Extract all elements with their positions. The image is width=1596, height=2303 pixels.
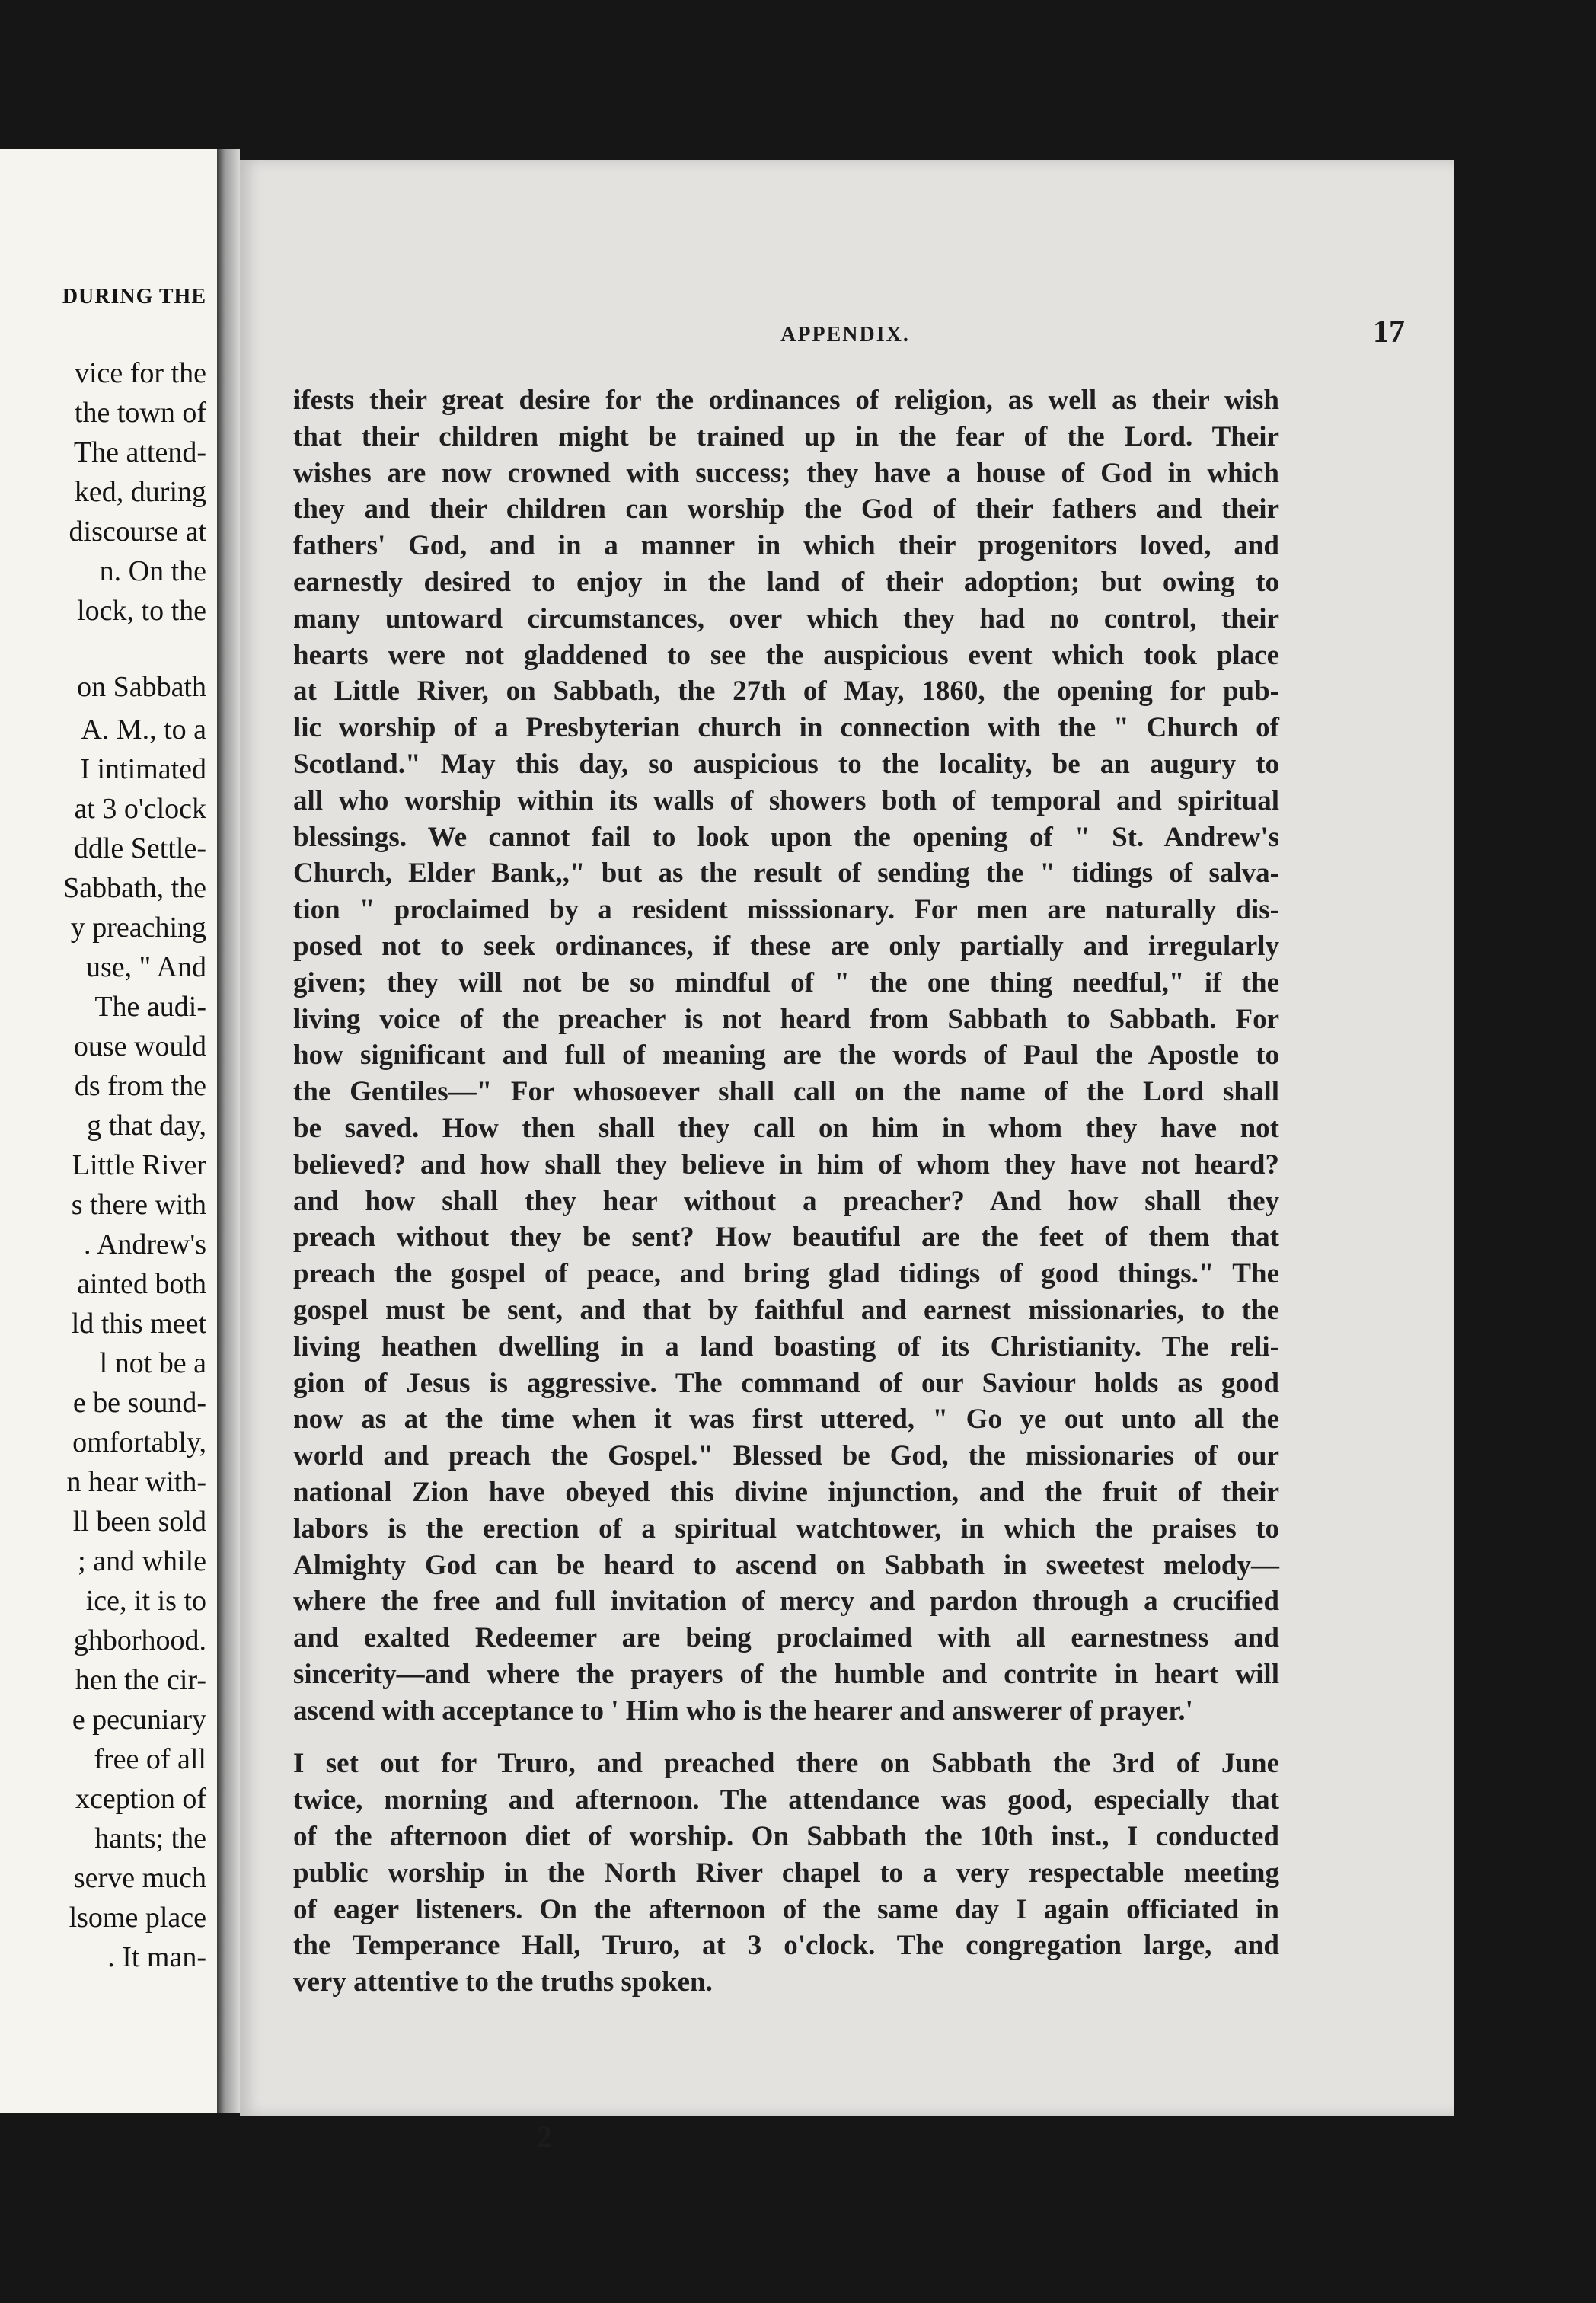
text-line: how significant and full of meaning are the words of Paul the Apostle to — [293, 1040, 1279, 1072]
text-line: national Zion have obeyed this divine injunction, and the fruit of their — [293, 1476, 1279, 1508]
facing-page-line: I intimated — [80, 753, 206, 785]
text-line: Church, Elder Bank,," but as the result of sending the " tidings of salva- — [293, 858, 1279, 890]
facing-page-line: . Andrew's — [84, 1228, 206, 1260]
facing-page-line: Little River — [72, 1149, 206, 1181]
facing-page-line: ghborhood. — [73, 1624, 206, 1656]
text-line: living voice of the preacher is not heard from Sabbath to Sabbath. For — [293, 1003, 1279, 1035]
facing-page-line: g that day, — [87, 1110, 206, 1142]
facing-page-line: lock, to the — [77, 595, 206, 627]
text-line: earnestly desired to enjoy in the land of their adoption; but owing to — [293, 566, 1279, 598]
facing-page-line: ll been sold — [72, 1506, 206, 1538]
page-header — [286, 315, 1405, 358]
facing-page-line: ddle Settle- — [73, 832, 206, 864]
text-line: ifests their great desire for the ordinances of religion, as well as their wish — [293, 385, 1279, 416]
text-line: sincerity—and where the prayers of the humble and contrite in heart will — [293, 1658, 1279, 1690]
text-line: Almighty God can be heard to ascend on Sabbath in sweetest melody— — [293, 1549, 1279, 1581]
paragraph-1 — [293, 382, 1279, 1729]
facing-page-line: discourse at — [69, 516, 206, 548]
facing-page-line: xception of — [75, 1783, 206, 1815]
text-line: preach without they be sent? How beautiful are the feet of them that — [293, 1222, 1279, 1254]
text-line: I set out for Truro, and preached there on Sabbath the 3rd of June — [293, 1748, 1279, 1780]
text-line: gospel must be sent, and that by faithful and earnest missionaries, to the — [293, 1294, 1279, 1326]
text-line: all who worship within its walls of showers both of temporal and spiritual — [293, 784, 1279, 816]
facing-page-line: hen the cir- — [75, 1664, 206, 1696]
text-line: believed? and how shall they believe in him of whom they have not heard? — [293, 1148, 1279, 1180]
text-line: and how shall they hear without a preacher? And how shall they — [293, 1185, 1279, 1217]
facing-page-line: The audi- — [94, 991, 206, 1023]
facing-page-line: e be sound- — [72, 1387, 206, 1419]
facing-page-line: on Sabbath — [77, 671, 206, 703]
facing-page-line: lsome place — [69, 1902, 206, 1934]
facing-page-line: ld this meet — [71, 1308, 206, 1340]
text-line: very attentive to the truths spoken. — [293, 1966, 713, 1998]
text-line: be saved. How then shall they call on him in whom they have not — [293, 1112, 1279, 1144]
facing-page-line: vice for the — [74, 357, 206, 389]
text-line: wishes are now crowned with success; they have a house of God in which — [293, 457, 1279, 489]
signature-mark: 2 — [537, 2119, 552, 2154]
text-line: lic worship of a Presbyterian church in connection with the " Church of — [293, 712, 1279, 744]
facing-page-line: omfortably, — [72, 1426, 206, 1458]
text-line: gion of Jesus is aggressive. The command of our Saviour holds as good — [293, 1367, 1279, 1399]
page-number: 17 — [1373, 315, 1405, 350]
text-line: now as at the time when it was first uttered, " Go ye out unto all the — [293, 1404, 1279, 1436]
facing-page-line: ainted both — [77, 1268, 206, 1300]
facing-page-line: ice, it is to — [85, 1585, 206, 1617]
facing-page-line: ouse would — [73, 1030, 206, 1062]
running-title: APPENDIX. — [780, 323, 910, 347]
text-line: fathers' God, and in a manner in which their progenitors loved, and — [293, 530, 1279, 562]
facing-page-line: ; and while — [78, 1545, 206, 1577]
text-line: twice, morning and afternoon. The attendance was good, especially that — [293, 1784, 1279, 1816]
facing-page-line: e pecuniary — [72, 1704, 206, 1736]
text-line: they and their children can worship the God of their fathers and their — [293, 494, 1279, 525]
text-line: preach the gospel of peace, and bring glad tidings of good things." The — [293, 1258, 1279, 1290]
text-line: tion " proclaimed by a resident misssionary. For men are naturally dis- — [293, 894, 1279, 926]
facing-page-line: the town of — [74, 397, 206, 429]
text-line: the Gentiles—" For whosoever shall call on the name of the Lord shall — [293, 1076, 1279, 1108]
body-text — [293, 382, 1279, 2001]
facing-page-line: n hear with- — [66, 1466, 206, 1498]
facing-page-line: n. On the — [99, 555, 206, 587]
text-line: of eager listeners. On the afternoon of the same day I again officiated in — [293, 1893, 1279, 1925]
text-line: living heathen dwelling in a land boasting of its Christianity. The reli- — [293, 1330, 1279, 1362]
page — [240, 160, 1454, 2154]
text-line: ascend with acceptance to ' Him who is the hearer and answerer of prayer.' — [293, 1695, 1193, 1726]
text-line: given; they will not be so mindful of " the one thing needful," if the — [293, 966, 1279, 998]
paragraph-2 — [293, 1746, 1279, 2001]
text-line: Scotland." May this day, so auspicious to the locality, be an augury to — [293, 748, 1279, 780]
text-line: hearts were not gladdened to see the auspicious event which took place — [293, 639, 1279, 671]
text-line: at Little River, on Sabbath, the 27th of May, 1860, the opening for pub- — [293, 676, 1279, 708]
text-line: of the afternoon diet of worship. On Sabbath the 10th inst., I conducted — [293, 1821, 1279, 1853]
text-line: labors is the erection of a spiritual watchtower, in which the praises to — [293, 1512, 1279, 1544]
text-line: and exalted Redeemer are being proclaimed with all earnestness and — [293, 1622, 1279, 1654]
text-line: public worship in the North River chapel to a very respectable meeting — [293, 1857, 1279, 1889]
facing-page-line: l not be a — [99, 1347, 206, 1379]
facing-page-line: ked, during — [74, 476, 206, 508]
text-line: many untoward circumstances, over which they had no control, their — [293, 602, 1279, 634]
facing-page-line: The attend- — [73, 436, 206, 468]
text-line: the Temperance Hall, Truro, at 3 o'clock. The congregation large, and — [293, 1930, 1279, 1962]
facing-page-line: . It man- — [107, 1941, 206, 1973]
facing-page-line: Sabbath, the — [63, 872, 206, 904]
facing-page-line: use, " And — [85, 951, 206, 983]
text-line: posed not to seek ordinances, if these are only partially and irregularly — [293, 930, 1279, 962]
facing-page-line: free of all — [94, 1743, 206, 1775]
text-line: world and preach the Gospel." Blessed be God, the missionaries of our — [293, 1440, 1279, 1472]
facing-page-line: DURING THE — [62, 285, 206, 308]
facing-page-fragment — [0, 149, 217, 2113]
facing-page-line: at 3 o'clock — [74, 793, 206, 825]
facing-page-line: serve much — [73, 1862, 206, 1894]
facing-page-line: y preaching — [70, 912, 206, 944]
facing-page-line: hants; the — [94, 1822, 206, 1854]
text-line: blessings. We cannot fail to look upon the opening of " St. Andrew's — [293, 821, 1279, 853]
text-line: where the free and full invitation of mercy and pardon through a crucified — [293, 1586, 1279, 1618]
facing-page-line: A. M., to a — [81, 714, 206, 746]
facing-page-line: ds from the — [74, 1070, 206, 1102]
text-line: that their children might be trained up in the fear of the Lord. Their — [293, 420, 1279, 452]
facing-page-line: s there with — [71, 1189, 206, 1221]
book-gutter — [217, 149, 240, 2113]
